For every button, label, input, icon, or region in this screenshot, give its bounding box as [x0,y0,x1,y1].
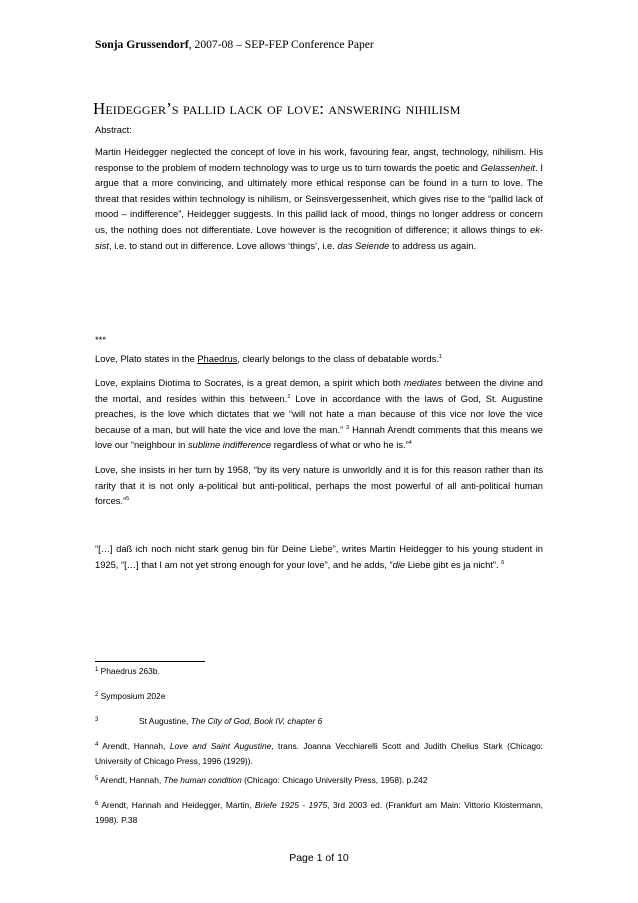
footnote-ref-3: 3 [346,424,350,431]
paper-title: Heidegger’s pallid lack of love: answering nihilism [93,99,461,118]
abstract-label: Abstract: [95,125,132,135]
header-conference: , 2007-08 – SEP-FEP Conference Paper [188,38,374,51]
footnote-separator-line [95,661,205,662]
header-author: Sonja Grussendorf [95,38,189,51]
footnote-ref-4: 4 [408,440,412,447]
paragraph-arendt: Love, she insists in her turn by 1958, “by its very nature is unworldly and it is for this reason rather than its rarity that it is not only a-political but anti-political, perhaps the most powerful of all anti-political human forces.”$^5$ [95,465,543,507]
footnote-6: $^6$ Arendt, Hannah and Heidegger, Martin, Briefe 1925 - 1975, 3rd 2003 ed. (Frankfurt am Main: Vittorio Klostermann, 1998). P.38 [95,800,543,825]
abstract-text: Martin Heidegger neglected the concept of love in his work, favouring fear, angst, technology, nihilism. His response to the problem of modern technology was to urge us to turn towards the poetic and Gelassenheit. I argue that a more convincing, and ultimately more ethical response can be found in a turn to love. The threat that resides within technology is nihilism, or Seinsvergessenheit, which gives rise to the “pallid lack of mood – indifference”, Heidegger suggests. In this pallid lack of mood, things no longer address or concern us, the nothing does not differentiate. Love however is the recognition of difference; it allows things to ek-sist, i.e. to stand out in difference. Love allows ‘things’, i.e. das Seiende to address us again. [95,147,543,251]
paragraph-diotima: Love, explains Diotima to Socrates, is a great demon, a spirit which both mediates between the divine and the mortal, and resides within this between.$^2$ Love in accordance with the laws of God, St. Augustine preaches, is the love which dictates that we “will not hate a man because of this vice nor love the vice because of a man, but will hate the vice and love the man.” $^3$ Hannah Arendt comments that this means we love our “neighbour in sublime indifference regardless of what or who he is.”$^4$ [95,378,543,451]
page-number: Page 1 of 10 [289,852,349,864]
footnote-ref-2: 2 [287,393,291,400]
footnote-2: $^2$ Symposium 202e [95,691,166,701]
footnote-ref-6: 6 [501,559,505,566]
footnote-ref-5: 5 [126,496,130,503]
footnote-3: 3 St Augustine, The City of God, Book IV, chapter 6 [95,716,323,726]
paragraph-heidegger-letter: “[…] daß ich noch nicht stark genug bin für Deine Liebe”, writes Martin Heidegger to his young student in 1925, “[…] that I am not yet strong enough for your love”, and he adds, “die Liebe gibt es ja nicht”. $^6$ [95,544,543,570]
running-header [95,38,374,51]
phaedrus-link: Phaedrus [197,354,238,364]
section-separator: *** [95,335,106,345]
paragraph-plato: Love, Plato states in the Phaedrus, clearly belongs to the class of debatable words.$^1$ [95,354,442,364]
footnote-4: $^4$ Arendt, Hannah, Love and Saint Augustine, trans. Joanna Vecchiarelli Scott and Judith Chelius Stark (Chicago: University of Chicago Press, 1996 (1929)). [95,741,543,766]
footnote-ref-1: 1 [438,354,442,360]
footnote-5: $^5$ Arendt, Hannah, The human condition (Chicago: Chicago University Press, 1958). p.242 [95,775,428,785]
footnote-1: $^1$ Phaedrus 263b. [95,666,160,676]
